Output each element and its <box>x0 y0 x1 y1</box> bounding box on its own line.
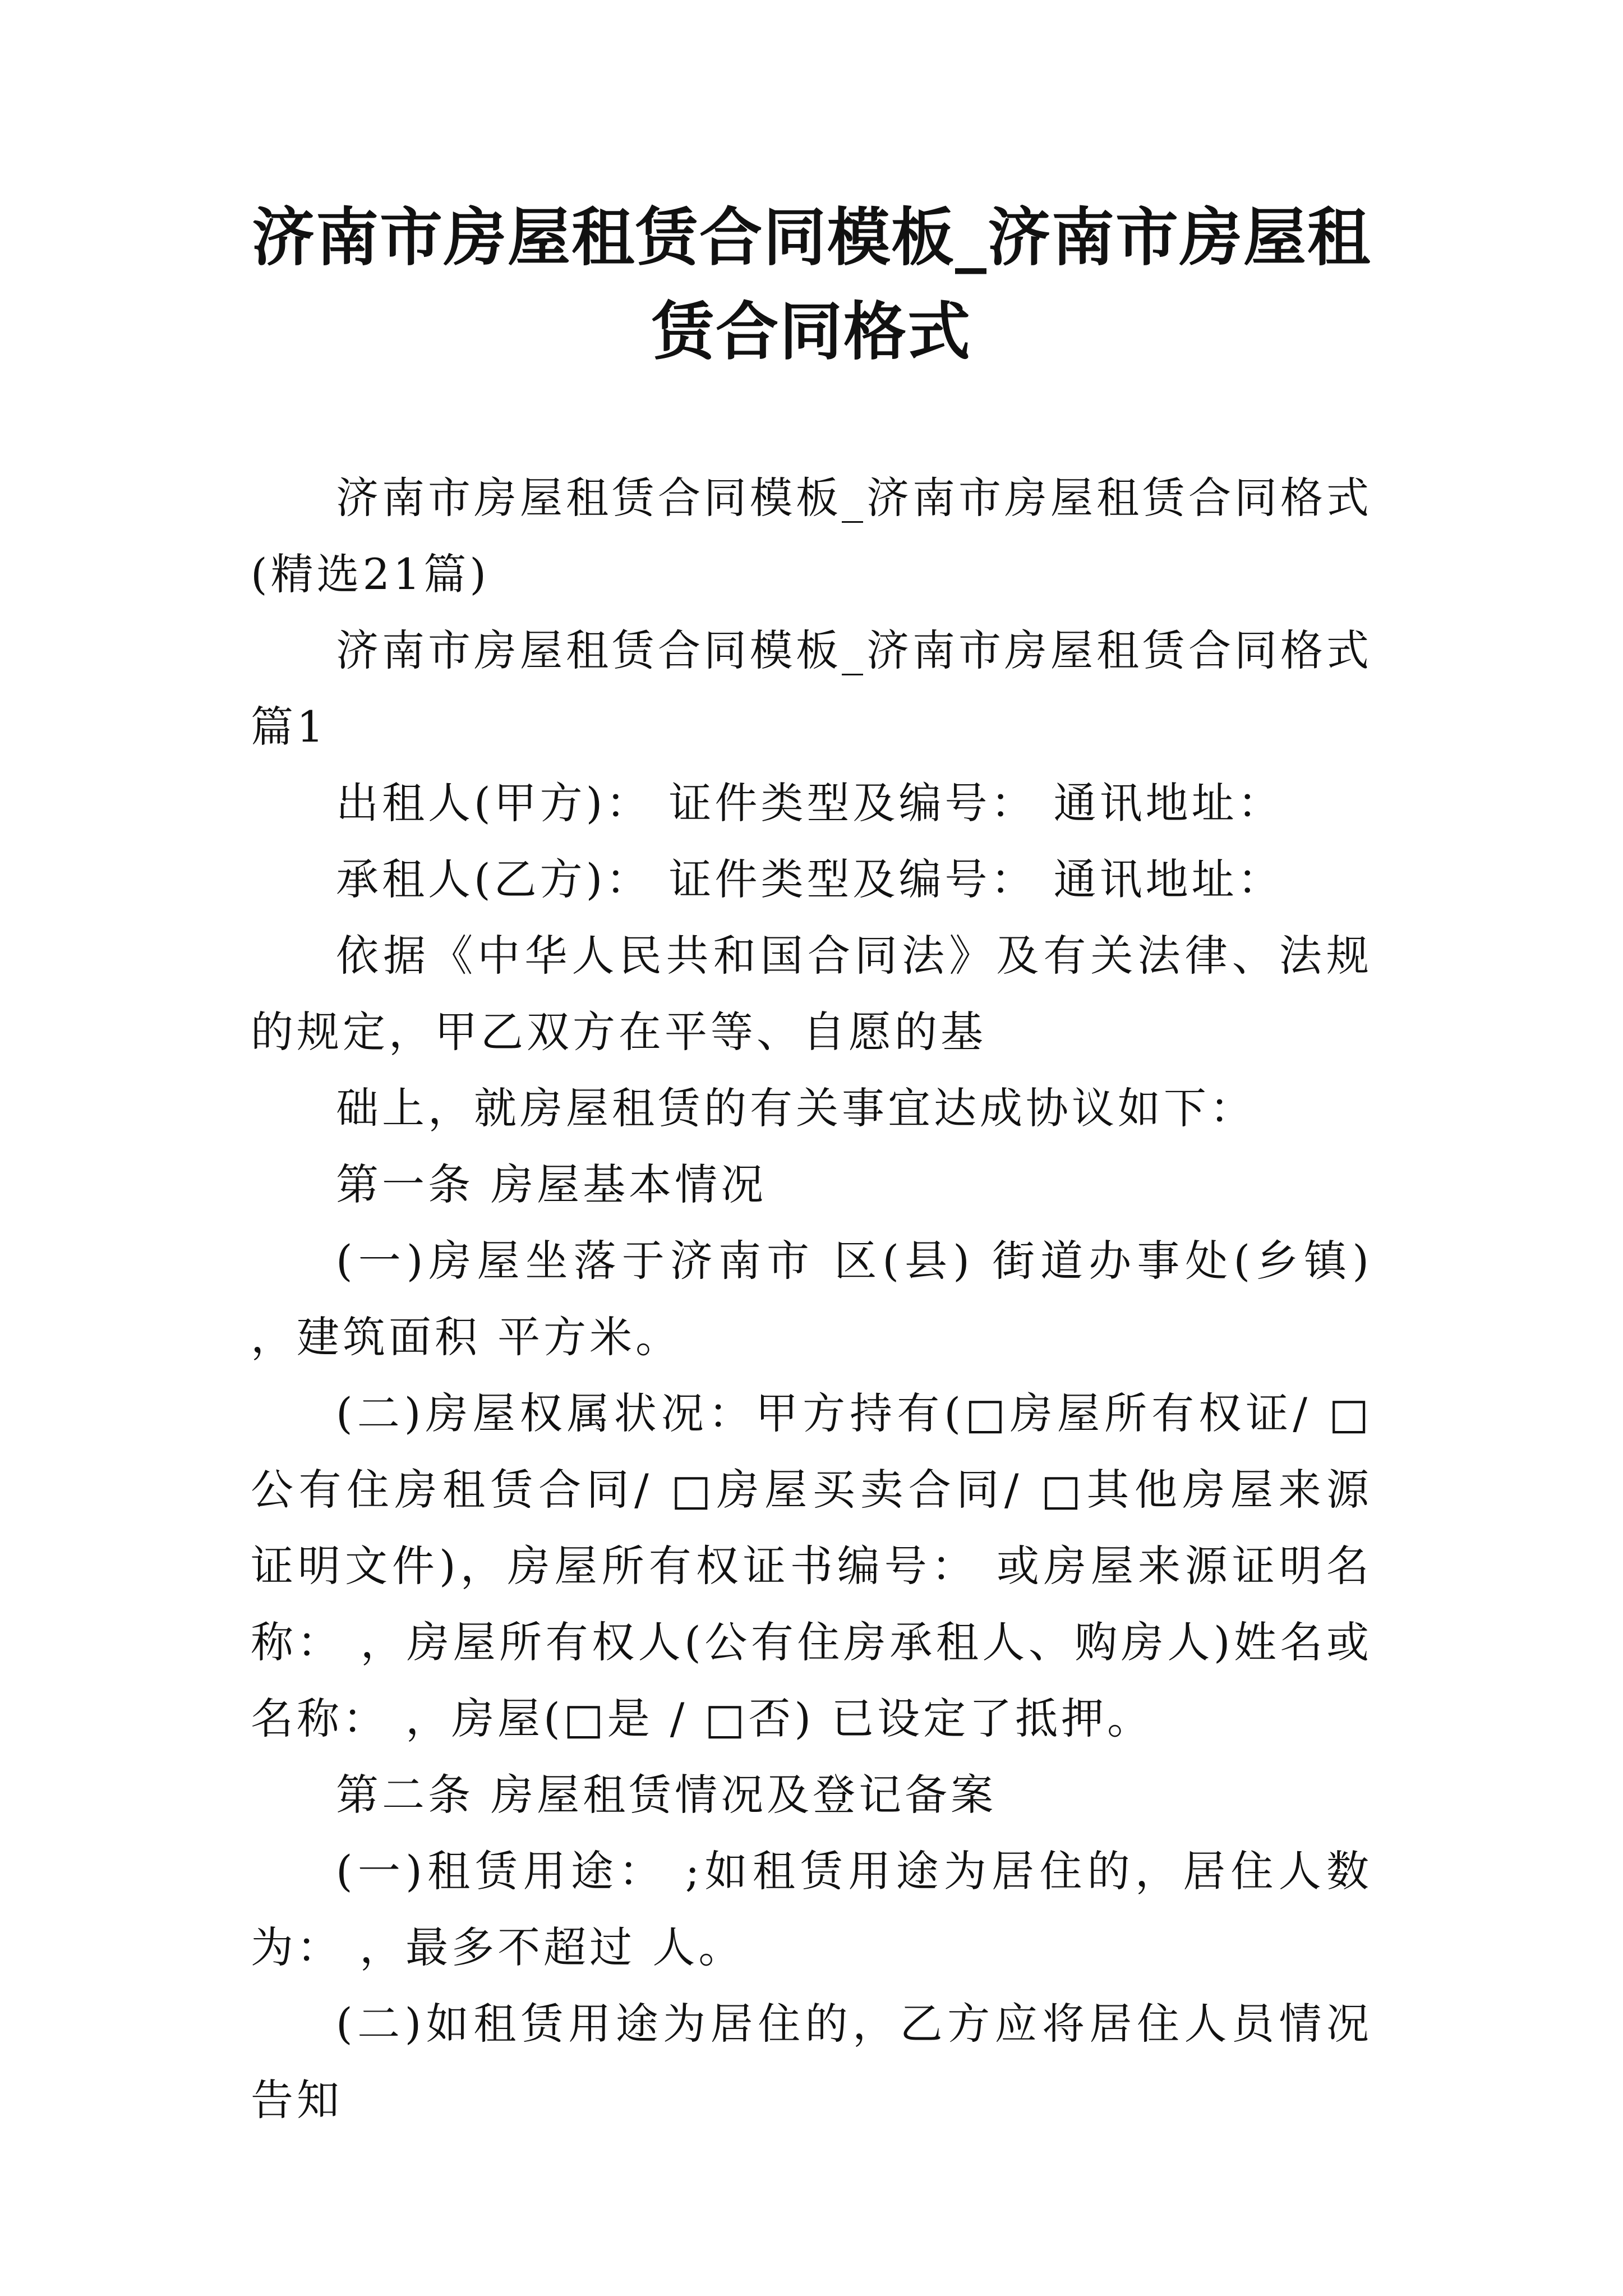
paragraph-ownership: (二)房屋权属状况：甲方持有(□房屋所有权证/ □公有住房租赁合同/ □房屋买卖合同/ □其他房屋来源证明文件)，房屋所有权证书编号： 或房屋来源证明名称： ，房屋所有权人(公有住房承租人、购房人)姓名或名称： ，房屋(□是 / □否) 已设定了抵押。 <box>251 1388 1372 1743</box>
paragraph-agreement: 础上，就房屋租赁的有关事宜达成协议如下： <box>336 1083 1256 1133</box>
document-body <box>251 460 1372 2138</box>
paragraph-section-heading: 济南市房屋租赁合同模板_济南市房屋租赁合同格式篇1 <box>251 625 1372 752</box>
paragraph-intro: 济南市房屋租赁合同模板_济南市房屋租赁合同格式(精选21篇) <box>251 473 1372 599</box>
paragraph-basis: 依据《中华人民共和国合同法》及有关法律、法规的规定，甲乙双方在平等、自愿的基 <box>251 931 1372 1057</box>
paragraph-lessee: 承租人(乙方)： 证件类型及编号： 通讯地址： <box>336 854 1284 904</box>
paragraph-article-2: 第二条 房屋租赁情况及登记备案 <box>336 1770 997 1820</box>
document-title: 济南市房屋租赁合同模板_济南市房屋租赁合同格式 <box>252 201 1371 369</box>
paragraph-lessor: 出租人(甲方)： 证件类型及编号： 通讯地址： <box>336 778 1284 828</box>
paragraph-location: (一)房屋坐落于济南市 区(县) 街道办事处(乡镇) ，建筑面积 平方米。 <box>251 1236 1372 1362</box>
paragraph-usage: (一)租赁用途： ;如租赁用途为居住的，居住人数为： ，最多不超过 人。 <box>251 1846 1372 1972</box>
paragraph-article-1: 第一条 房屋基本情况 <box>336 1159 767 1209</box>
paragraph-residents: (二)如租赁用途为居住的，乙方应将居住人员情况告知 <box>251 1999 1372 2125</box>
